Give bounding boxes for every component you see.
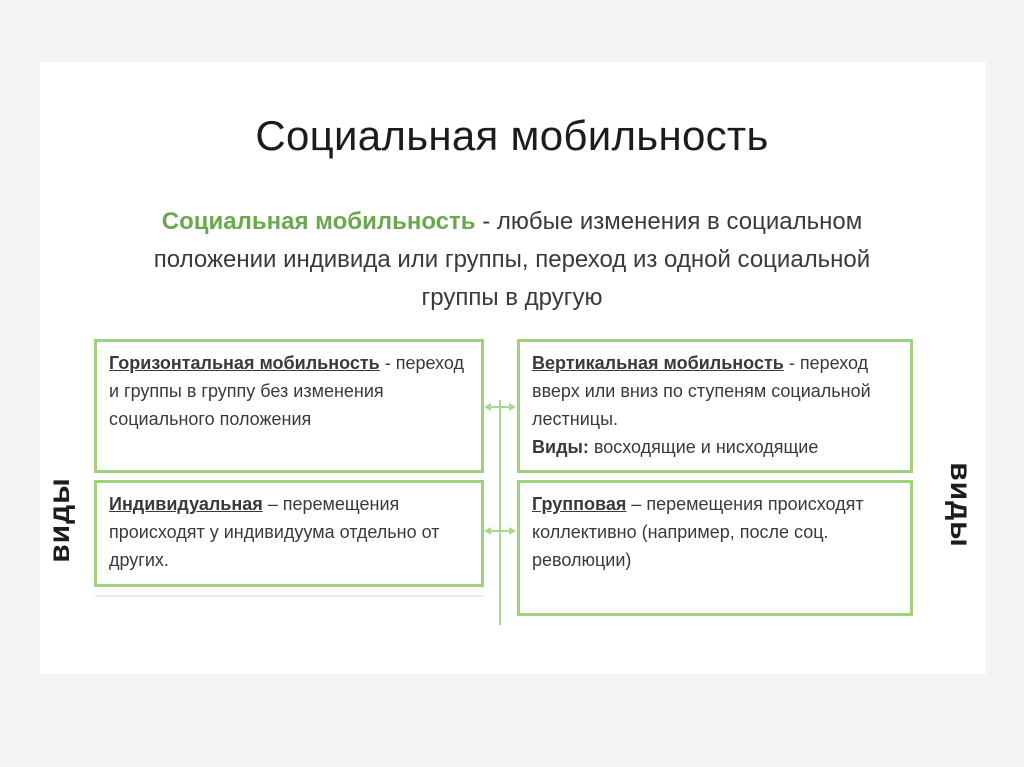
box-vertical-separator: - [783,353,795,373]
box-individual-heading: Индивидуальная [109,494,263,514]
box-horizontal-heading: Горизонтальная мобильность [109,353,380,373]
box-group-heading: Групповая [532,494,627,514]
box-vertical-mobility [517,339,913,473]
box-horizontal-mobility [94,339,484,473]
box-individual-mobility [94,480,484,587]
slide-title: Социальная мобильность [255,112,769,159]
definition-body: - любые изменения в социальном положении индивида или группы, переход из одной социальной группы в другую [153,208,871,311]
box-group-body: перемещения происходят коллективно (например, после соц. революции) [532,494,864,570]
side-label-left: виды [43,477,76,563]
box-vertical-types-label: Виды: [532,437,589,457]
box-horizontal-separator: - [379,353,391,373]
box-vertical-body: переход вверх или вниз по ступеням социальной лестницы. [532,353,871,429]
arrow-right-bottom-icon [509,527,516,535]
box-vertical-types-text: восходящие и нисходящие [588,437,819,457]
definition-term: Социальная мобильность [161,208,476,235]
arrow-right-top-icon [509,403,516,411]
box-group-mobility [517,480,913,616]
box-vertical-heading: Вертикальная мобильность [532,353,784,373]
box-individual-separator: – [262,494,283,514]
box-horizontal-body: переход и группы в группу без изменения социального положения [109,353,465,429]
box-individual-body: перемещения происходят у индивидуума отдельно от других. [109,494,440,570]
side-label-right: виды [944,462,977,548]
arrow-left-bottom-icon [484,527,491,535]
arrow-left-top-icon [484,403,491,411]
box-group-separator: – [626,494,647,514]
